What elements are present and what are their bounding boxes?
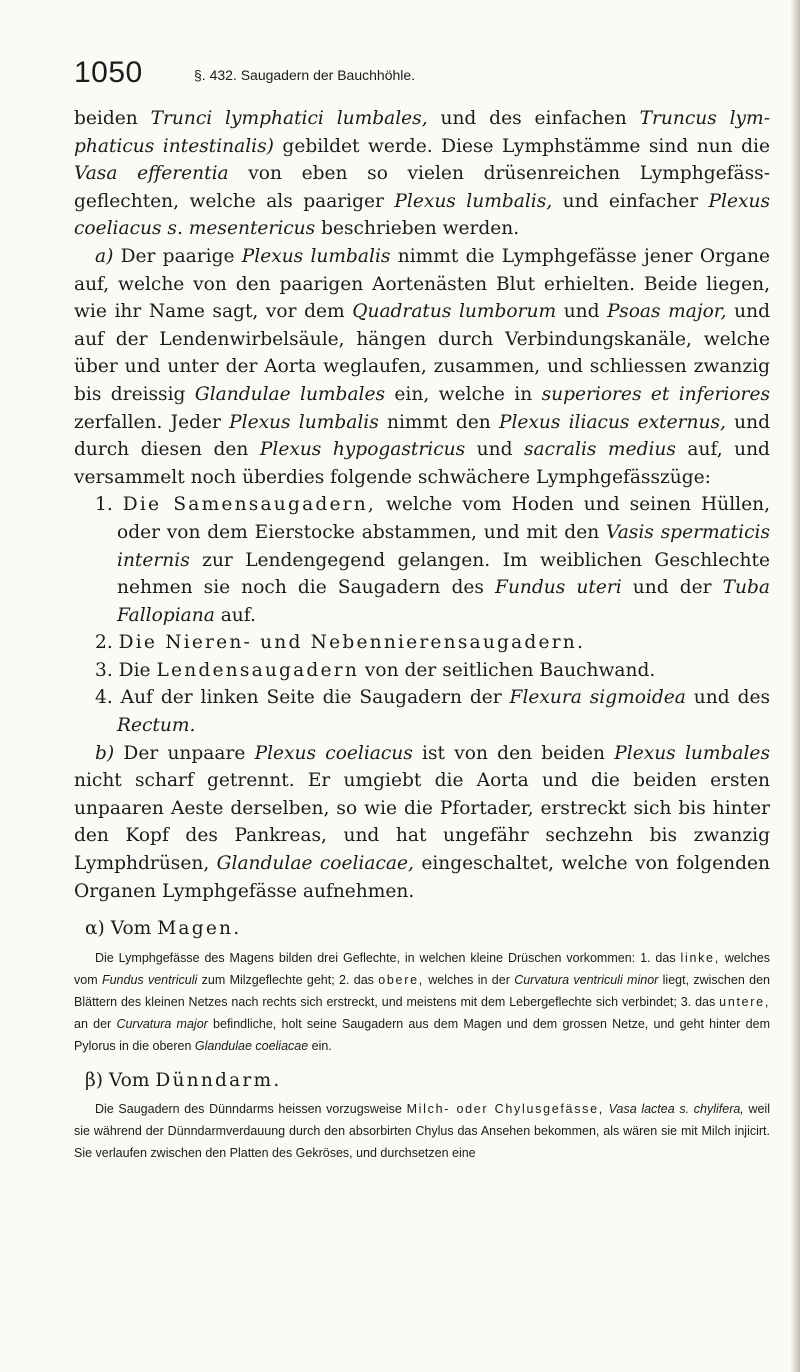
list-item-2: 2. Die Nieren- und Nebennierensaugadern. xyxy=(95,632,586,654)
subheading-magen: α) Vom Magen. xyxy=(85,918,242,940)
running-head: §. 432. Saugadern der Bauchhöhle. xyxy=(194,67,416,83)
page-number: 1050 xyxy=(74,56,143,89)
small-paragraph-magen: Die Lymphgefässe des Magens bilden drei Geflechte, in welchen kleine Drüschen vorkommen: 1. das linke, welches vom Fundus ventriculi zum Milzgeflechte geht; 2. das obere, welches in der Curvatura ventriculi minor liegt, zwischen den Blättern des kleinen Netzes nach rechts sich erstreckt, und meistens mit dem Lebergeflechte sich verbindet; 3. das untere, an der Curvatura major befindliche, holt seine Saugadern aus dem Magen und dem grossen Netze, und geht hinter dem Pylorus in die oberen Glandulae coeliacae ein. xyxy=(74,950,770,1053)
book-page xyxy=(74,56,770,1164)
paragraph-intro: beiden Trunci lymphatici lumbales, und des einfachen Truncus lymphaticus intestinalis) gebildet werde. Diese Lymphstämme sind nun die Vasa efferentia von eben so vielen drüsenreichen Lymphgefässgeflechten, welche als paariger Plexus lumbalis, und einfacher Plexus coeliacus s. mesentericus beschrieben werden. xyxy=(74,108,770,240)
list-item-3: 3. Die Lendensaugadern von der seitlichen Bauchwand. xyxy=(95,659,656,681)
page-header xyxy=(74,56,770,90)
list-item-4: 4. Auf der linken Seite die Saugadern der Flexura sigmoidea und des Rectum. xyxy=(95,687,771,737)
page-edge-shadow xyxy=(790,0,800,1372)
list-item-1: 1. Die Samensaugadern, welche vom Hoden und seinen Hüllen, oder von dem Eierstocke abstammen, und mit den Vasis spermaticis internis zur Lendengegend gelangen. Im weiblichen Geschlechte nehmen sie noch die Saugadern des Fundus uteri und der Tuba Fallopiana auf. xyxy=(95,494,771,626)
subheading-duenndarm: β) Vom Dünndarm. xyxy=(85,1069,282,1091)
page-body xyxy=(74,105,770,1164)
paragraph-plexus-coeliacus: b) Der unpaare Plexus coeliacus ist von den beiden Plexus lumbales nicht scharf getrennt. Er umgiebt die Aorta und die beiden ersten unpaaren Aeste derselben, so wie die Pfortader, erstreckt sich bis hinter den Kopf des Pankreas, und hat ungefähr sechzehn bis zwanzig Lymphdrüsen, Glandulae coeliacae, eingeschaltet, welche von folgenden Organen Lymphgefässe aufnehmen. xyxy=(74,742,770,902)
small-paragraph-duenndarm: Die Saugadern des Dünndarms heissen vorzugsweise Milch- oder Chylusgefässe, Vasa lactea s. chylifera, weil sie während der Dünndarmverdauung durch den absorbirten Chylus das Ansehen bekommen, als wären sie mit Milch injicirt. Sie verlaufen zwischen den Platten des Gekröses, und durchsetzen eine xyxy=(74,1102,770,1161)
paragraph-plexus-lumbalis: a) Der paarige Plexus lumbalis nimmt die Lymphgefässe jener Organe auf, welche von den paarigen Aortenästen Blut erhielten. Beide liegen, wie ihr Name sagt, vor dem Quadratus lumborum und Psoas major, und auf der Lendenwirbelsäule, hängen durch Verbindungskanäle, welche über und unter der Aorta weglaufen, zusammen, und schliessen zwanzig bis dreissig Glandulae lumbales ein, welche in superiores et inferiores zerfallen. Jeder Plexus lumbalis nimmt den Plexus iliacus externus, und durch diesen den Plexus hypogastricus und sacralis medius auf, und versammelt noch überdies folgende schwächere Lymphgefässzüge: xyxy=(74,245,771,488)
